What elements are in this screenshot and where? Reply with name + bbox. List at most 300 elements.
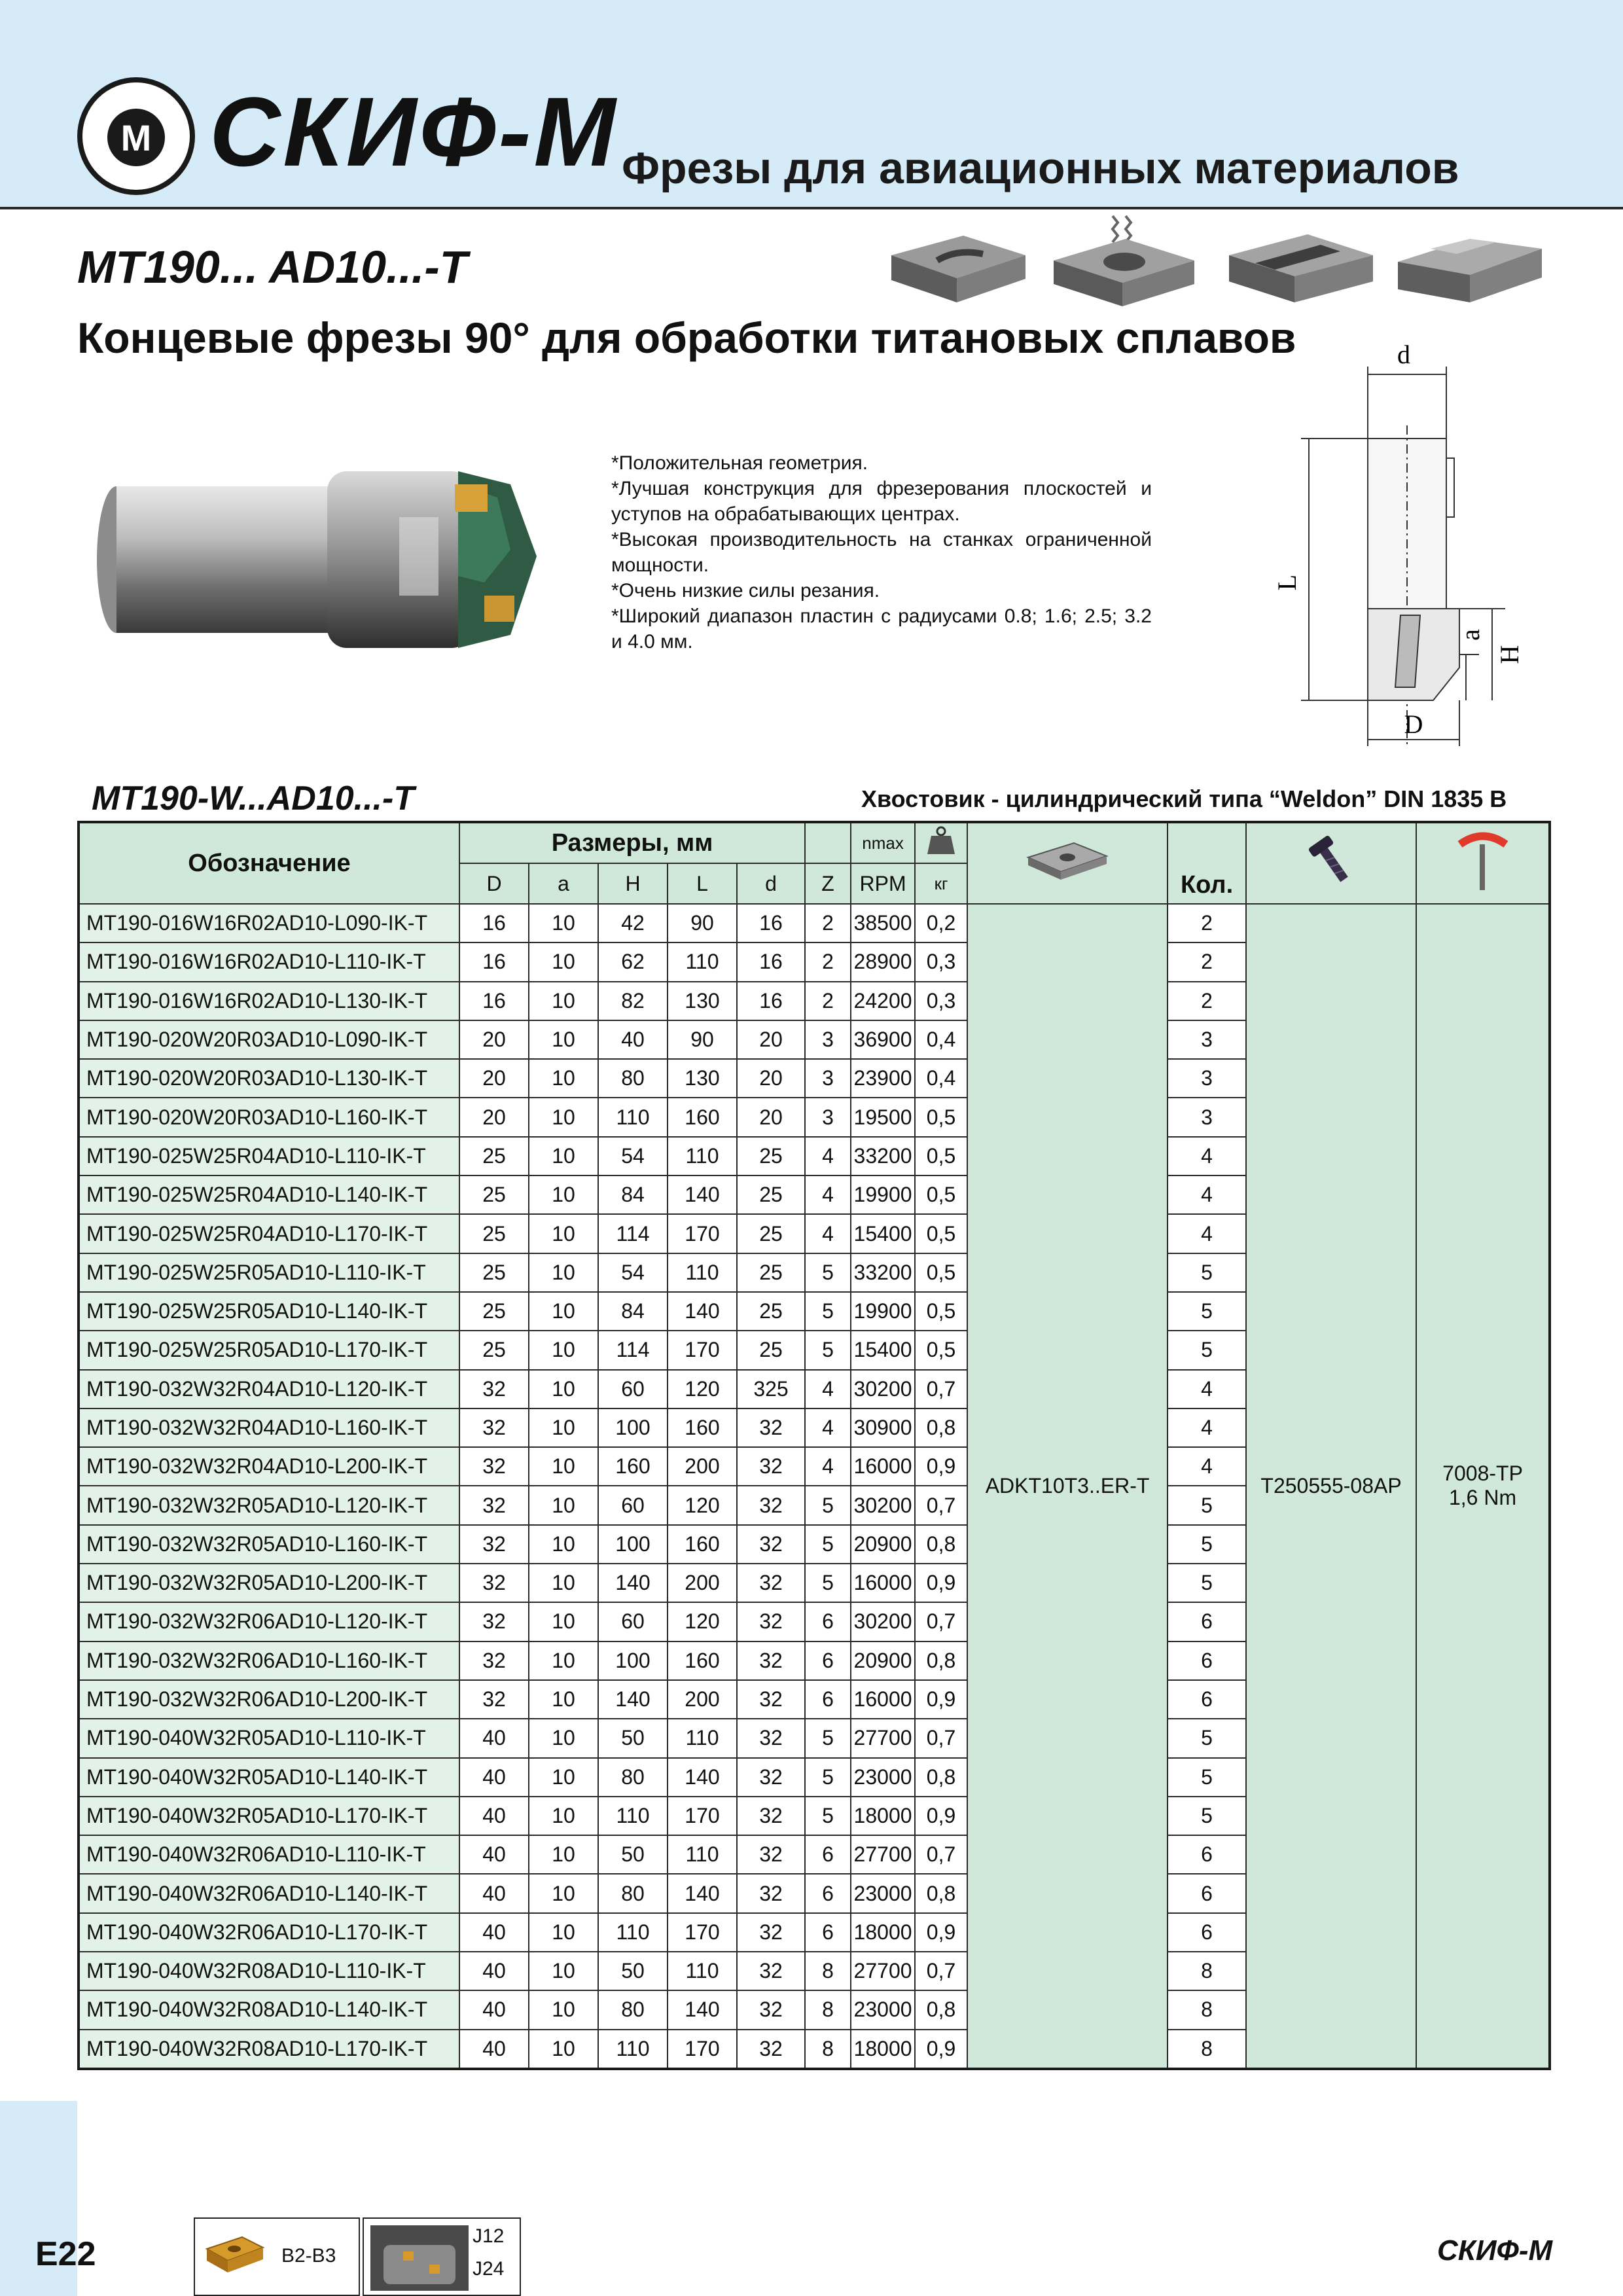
spec-table xyxy=(77,821,1551,2070)
cell-rpm: 18000 xyxy=(851,1797,915,1835)
cell-qty: 5 xyxy=(1168,1486,1246,1524)
cell-key xyxy=(1416,904,1550,2069)
cell-rpm: 23000 xyxy=(851,1758,915,1797)
cell-designation: MT190-025W25R05AD10-L110-IK-T xyxy=(79,1253,459,1292)
cell-h: 114 xyxy=(598,1331,668,1369)
cell-z: 4 xyxy=(805,1447,851,1486)
cell-l: 130 xyxy=(668,1059,737,1098)
cell-h: 160 xyxy=(598,1447,668,1486)
cell-a: 10 xyxy=(529,1641,598,1680)
cell-kg: 0,9 xyxy=(915,1797,967,1835)
cell-shank-d: 20 xyxy=(737,1098,805,1136)
cell-d: 25 xyxy=(459,1253,529,1292)
cell-z: 6 xyxy=(805,1874,851,1912)
cell-rpm: 30200 xyxy=(851,1602,915,1641)
cell-rpm: 27700 xyxy=(851,1719,915,1757)
cell-kg: 0,9 xyxy=(915,1564,967,1602)
cell-d: 40 xyxy=(459,2030,529,2069)
cell-designation: MT190-025W25R04AD10-L170-IK-T xyxy=(79,1214,459,1253)
cell-kg: 0,9 xyxy=(915,1913,967,1952)
series-title: MT190... AD10...-T xyxy=(77,242,468,293)
cell-shank-d: 25 xyxy=(737,1214,805,1253)
col-d: D xyxy=(459,863,529,904)
cell-qty: 5 xyxy=(1168,1564,1246,1602)
cell-designation: MT190-040W32R06AD10-L110-IK-T xyxy=(79,1835,459,1874)
cell-z: 6 xyxy=(805,1835,851,1874)
cell-h: 60 xyxy=(598,1486,668,1524)
cell-a: 10 xyxy=(529,1680,598,1719)
cell-a: 10 xyxy=(529,1913,598,1952)
pocket-milling-icon xyxy=(885,229,1030,308)
cell-a: 10 xyxy=(529,1408,598,1447)
cell-qty: 5 xyxy=(1168,1292,1246,1331)
cell-a: 10 xyxy=(529,2030,598,2069)
cell-z: 5 xyxy=(805,1564,851,1602)
cell-z: 5 xyxy=(805,1292,851,1331)
cell-shank-d: 20 xyxy=(737,1059,805,1098)
cell-qty: 6 xyxy=(1168,1835,1246,1874)
cell-h: 42 xyxy=(598,904,668,942)
cell-kg: 0,5 xyxy=(915,1292,967,1331)
cell-kg: 0,8 xyxy=(915,1525,967,1564)
cell-shank-d: 25 xyxy=(737,1137,805,1175)
cell-rpm: 30200 xyxy=(851,1370,915,1408)
col-screw-icon xyxy=(1246,822,1416,904)
cell-kg: 0,5 xyxy=(915,1175,967,1214)
cell-a: 10 xyxy=(529,1797,598,1835)
cell-qty: 8 xyxy=(1168,1990,1246,2029)
cell-z: 6 xyxy=(805,1680,851,1719)
cell-rpm: 19900 xyxy=(851,1292,915,1331)
cell-designation: MT190-032W32R06AD10-L120-IK-T xyxy=(79,1602,459,1641)
cell-rpm: 24200 xyxy=(851,982,915,1020)
cell-rpm: 19500 xyxy=(851,1098,915,1136)
cell-d: 40 xyxy=(459,1952,529,1990)
cell-qty: 3 xyxy=(1168,1098,1246,1136)
cell-d: 40 xyxy=(459,1758,529,1797)
cell-h: 100 xyxy=(598,1641,668,1680)
cell-designation: MT190-016W16R02AD10-L090-IK-T xyxy=(79,904,459,942)
cell-a: 10 xyxy=(529,1214,598,1253)
cell-shank-d: 20 xyxy=(737,1020,805,1059)
cell-d: 32 xyxy=(459,1564,529,1602)
header-divider xyxy=(0,207,1623,209)
tool-ref-1: J12 xyxy=(473,2225,505,2247)
cell-shank-d: 32 xyxy=(737,2030,805,2069)
cell-shank-d: 32 xyxy=(737,1408,805,1447)
cell-l: 200 xyxy=(668,1680,737,1719)
col-nmax: nmax xyxy=(851,822,915,863)
cell-rpm: 18000 xyxy=(851,1913,915,1952)
col-key-icon xyxy=(1416,822,1550,904)
cell-shank-d: 32 xyxy=(737,1913,805,1952)
cell-a: 10 xyxy=(529,1835,598,1874)
col-h: H xyxy=(598,863,668,904)
cell-a: 10 xyxy=(529,1758,598,1797)
cell-rpm: 38500 xyxy=(851,904,915,942)
col-insert-icon xyxy=(967,822,1168,904)
cell-l: 110 xyxy=(668,1835,737,1874)
cell-d: 32 xyxy=(459,1408,529,1447)
cell-designation: MT190-032W32R06AD10-L160-IK-T xyxy=(79,1641,459,1680)
cell-qty: 3 xyxy=(1168,1020,1246,1059)
cell-d: 16 xyxy=(459,904,529,942)
cell-shank-d: 32 xyxy=(737,1486,805,1524)
cell-qty: 4 xyxy=(1168,1175,1246,1214)
cell-kg: 0,7 xyxy=(915,1370,967,1408)
cell-l: 110 xyxy=(668,1253,737,1292)
col-a: a xyxy=(529,863,598,904)
cell-d: 32 xyxy=(459,1447,529,1486)
cell-l: 200 xyxy=(668,1564,737,1602)
cell-designation: MT190-032W32R05AD10-L200-IK-T xyxy=(79,1564,459,1602)
cell-z: 4 xyxy=(805,1137,851,1175)
cell-shank-d: 32 xyxy=(737,1447,805,1486)
cell-d: 40 xyxy=(459,1797,529,1835)
cell-screw: T250555-08AP xyxy=(1246,904,1416,2069)
insert-icon xyxy=(1022,838,1113,884)
cell-d: 32 xyxy=(459,1641,529,1680)
cell-h: 80 xyxy=(598,1990,668,2029)
cell-l: 120 xyxy=(668,1486,737,1524)
col-qty: Кол. xyxy=(1168,822,1246,904)
cell-designation: MT190-032W32R05AD10-L120-IK-T xyxy=(79,1486,459,1524)
cell-kg: 0,5 xyxy=(915,1137,967,1175)
cell-kg: 0,7 xyxy=(915,1602,967,1641)
cell-a: 10 xyxy=(529,1059,598,1098)
cell-kg: 0,9 xyxy=(915,1447,967,1486)
cell-h: 140 xyxy=(598,1564,668,1602)
cell-d: 32 xyxy=(459,1680,529,1719)
cell-z: 3 xyxy=(805,1059,851,1098)
cell-d: 40 xyxy=(459,1719,529,1757)
cell-shank-d: 32 xyxy=(737,1641,805,1680)
plunge-milling-icon xyxy=(1047,209,1200,308)
cell-kg: 0,7 xyxy=(915,1835,967,1874)
cell-l: 160 xyxy=(668,1641,737,1680)
shoulder-milling-icon xyxy=(1391,229,1547,308)
cell-designation: MT190-040W32R06AD10-L140-IK-T xyxy=(79,1874,459,1912)
cell-designation: MT190-032W32R04AD10-L160-IK-T xyxy=(79,1408,459,1447)
cell-rpm: 27700 xyxy=(851,1835,915,1874)
footer-brand: СКИФ-М xyxy=(1437,2234,1553,2267)
cell-a: 10 xyxy=(529,1525,598,1564)
cell-shank-d: 25 xyxy=(737,1253,805,1292)
cell-rpm: 20900 xyxy=(851,1641,915,1680)
main-title: Концевые фрезы 90° для обработки титановых сплавов xyxy=(77,314,1296,362)
cell-rpm: 16000 xyxy=(851,1680,915,1719)
insert-ref-icon xyxy=(203,2233,266,2279)
cell-l: 170 xyxy=(668,1214,737,1253)
tool-ref-icon xyxy=(370,2225,469,2291)
table-series-title: MT190-W...AD10...-T xyxy=(92,780,415,817)
cell-h: 110 xyxy=(598,1098,668,1136)
cell-z: 3 xyxy=(805,1098,851,1136)
cell-qty: 5 xyxy=(1168,1331,1246,1369)
cell-l: 110 xyxy=(668,1137,737,1175)
cell-qty: 6 xyxy=(1168,1913,1246,1952)
cell-l: 200 xyxy=(668,1447,737,1486)
cell-z: 2 xyxy=(805,982,851,1020)
cell-h: 84 xyxy=(598,1175,668,1214)
cell-h: 54 xyxy=(598,1137,668,1175)
cell-designation: MT190-025W25R04AD10-L110-IK-T xyxy=(79,1137,459,1175)
col-designation: Обозначение xyxy=(79,822,459,904)
cell-shank-d: 16 xyxy=(737,942,805,981)
cell-h: 110 xyxy=(598,1797,668,1835)
cell-rpm: 18000 xyxy=(851,2030,915,2069)
cell-h: 80 xyxy=(598,1874,668,1912)
cell-kg: 0,7 xyxy=(915,1952,967,1990)
cell-designation: MT190-032W32R05AD10-L160-IK-T xyxy=(79,1525,459,1564)
cell-d: 20 xyxy=(459,1059,529,1098)
feature-item: *Очень низкие силы резания. xyxy=(611,580,880,601)
cell-kg: 0,2 xyxy=(915,904,967,942)
col-rpm: RPM xyxy=(851,863,915,904)
cell-a: 10 xyxy=(529,1447,598,1486)
table-row xyxy=(79,904,1550,942)
col-z: Z xyxy=(805,863,851,904)
cell-a: 10 xyxy=(529,904,598,942)
cell-l: 160 xyxy=(668,1098,737,1136)
cell-qty: 4 xyxy=(1168,1214,1246,1253)
cell-designation: MT190-016W16R02AD10-L110-IK-T xyxy=(79,942,459,981)
cell-l: 160 xyxy=(668,1408,737,1447)
cell-kg: 0,8 xyxy=(915,1758,967,1797)
cell-shank-d: 25 xyxy=(737,1292,805,1331)
dim-a-label: a xyxy=(1455,629,1485,641)
cell-designation: MT190-016W16R02AD10-L130-IK-T xyxy=(79,982,459,1020)
cell-rpm: 30200 xyxy=(851,1486,915,1524)
col-l: L xyxy=(668,863,737,904)
logo-letter: М xyxy=(107,109,165,166)
cell-shank-d: 32 xyxy=(737,1719,805,1757)
cell-l: 140 xyxy=(668,1175,737,1214)
cell-qty: 4 xyxy=(1168,1370,1246,1408)
cell-shank-d: 25 xyxy=(737,1175,805,1214)
cell-designation: MT190-020W20R03AD10-L090-IK-T xyxy=(79,1020,459,1059)
screw-icon xyxy=(1302,831,1361,890)
cell-rpm: 23900 xyxy=(851,1059,915,1098)
cell-kg: 0,9 xyxy=(915,1680,967,1719)
cell-d: 40 xyxy=(459,1874,529,1912)
cell-insert: ADKT10T3..ER-T xyxy=(967,904,1168,2069)
cell-qty: 2 xyxy=(1168,904,1246,942)
cell-h: 110 xyxy=(598,1913,668,1952)
cell-qty: 4 xyxy=(1168,1408,1246,1447)
cell-shank-d: 16 xyxy=(737,982,805,1020)
cell-a: 10 xyxy=(529,1370,598,1408)
cell-designation: MT190-025W25R04AD10-L140-IK-T xyxy=(79,1175,459,1214)
cell-qty: 5 xyxy=(1168,1758,1246,1797)
cell-l: 90 xyxy=(668,1020,737,1059)
cell-kg: 0,5 xyxy=(915,1331,967,1369)
cell-l: 170 xyxy=(668,2030,737,2069)
cell-z: 2 xyxy=(805,942,851,981)
cell-d: 32 xyxy=(459,1486,529,1524)
cell-shank-d: 32 xyxy=(737,1602,805,1641)
cell-qty: 2 xyxy=(1168,982,1246,1020)
cell-shank-d: 32 xyxy=(737,1758,805,1797)
cell-h: 110 xyxy=(598,2030,668,2069)
cell-designation: MT190-025W25R05AD10-L170-IK-T xyxy=(79,1331,459,1369)
cell-h: 40 xyxy=(598,1020,668,1059)
col-shank-d: d xyxy=(737,863,805,904)
cell-d: 16 xyxy=(459,942,529,981)
cell-kg: 0,5 xyxy=(915,1214,967,1253)
cell-l: 110 xyxy=(668,1952,737,1990)
cell-h: 50 xyxy=(598,1835,668,1874)
col-blank xyxy=(805,822,851,863)
cell-a: 10 xyxy=(529,942,598,981)
cell-d: 25 xyxy=(459,1137,529,1175)
cell-a: 10 xyxy=(529,1331,598,1369)
cell-shank-d: 32 xyxy=(737,1797,805,1835)
cell-kg: 0,5 xyxy=(915,1253,967,1292)
cell-a: 10 xyxy=(529,1990,598,2029)
cell-qty: 5 xyxy=(1168,1797,1246,1835)
torx-key-icon xyxy=(1447,825,1519,897)
cell-a: 10 xyxy=(529,1874,598,1912)
cell-designation: MT190-040W32R05AD10-L110-IK-T xyxy=(79,1719,459,1757)
cell-a: 10 xyxy=(529,1098,598,1136)
cell-rpm: 23000 xyxy=(851,1990,915,2029)
cell-d: 32 xyxy=(459,1370,529,1408)
dim-h-label: H xyxy=(1495,645,1524,664)
cell-d: 40 xyxy=(459,1913,529,1952)
cell-h: 84 xyxy=(598,1292,668,1331)
cell-qty: 5 xyxy=(1168,1253,1246,1292)
col-weight-icon xyxy=(915,822,967,863)
cell-z: 5 xyxy=(805,1253,851,1292)
cutter-photo xyxy=(92,445,550,668)
cell-h: 82 xyxy=(598,982,668,1020)
cell-designation: MT190-040W32R05AD10-L140-IK-T xyxy=(79,1758,459,1797)
feature-item: *Лучшая конструкция для фрезерования плоскостей и уступов на обрабатывающих центрах. xyxy=(611,478,1152,525)
cell-shank-d: 32 xyxy=(737,1525,805,1564)
cell-a: 10 xyxy=(529,1292,598,1331)
cell-l: 130 xyxy=(668,982,737,1020)
cell-rpm: 36900 xyxy=(851,1020,915,1059)
brand-name: СКИФ-М xyxy=(209,77,618,187)
cell-rpm: 33200 xyxy=(851,1253,915,1292)
cell-designation: MT190-025W25R05AD10-L140-IK-T xyxy=(79,1292,459,1331)
cell-rpm: 33200 xyxy=(851,1137,915,1175)
cell-kg: 0,8 xyxy=(915,1874,967,1912)
key-code: 7008-TP xyxy=(1442,1462,1523,1486)
cell-d: 25 xyxy=(459,1292,529,1331)
cell-shank-d: 325 xyxy=(737,1370,805,1408)
cell-qty: 6 xyxy=(1168,1641,1246,1680)
cell-rpm: 16000 xyxy=(851,1447,915,1486)
dim-l-label: L xyxy=(1272,574,1302,591)
cell-designation: MT190-032W32R04AD10-L120-IK-T xyxy=(79,1370,459,1408)
col-kg: кг xyxy=(915,863,967,904)
cell-d: 32 xyxy=(459,1525,529,1564)
cell-rpm: 27700 xyxy=(851,1952,915,1990)
cell-h: 54 xyxy=(598,1253,668,1292)
key-torque: 1,6 Nm xyxy=(1448,1486,1517,1510)
cell-a: 10 xyxy=(529,1719,598,1757)
cell-a: 10 xyxy=(529,1602,598,1641)
cell-kg: 0,7 xyxy=(915,1486,967,1524)
cell-l: 120 xyxy=(668,1370,737,1408)
cell-kg: 0,4 xyxy=(915,1020,967,1059)
cell-h: 80 xyxy=(598,1758,668,1797)
cell-l: 140 xyxy=(668,1758,737,1797)
cell-d: 32 xyxy=(459,1602,529,1641)
cell-rpm: 15400 xyxy=(851,1214,915,1253)
cell-a: 10 xyxy=(529,1564,598,1602)
cell-z: 4 xyxy=(805,1370,851,1408)
cell-d: 40 xyxy=(459,1990,529,2029)
cell-z: 5 xyxy=(805,1758,851,1797)
cell-d: 25 xyxy=(459,1175,529,1214)
cell-qty: 6 xyxy=(1168,1874,1246,1912)
cell-shank-d: 32 xyxy=(737,1952,805,1990)
cell-d: 16 xyxy=(459,982,529,1020)
cell-l: 160 xyxy=(668,1525,737,1564)
cell-z: 5 xyxy=(805,1797,851,1835)
cell-kg: 0,3 xyxy=(915,982,967,1020)
cell-z: 5 xyxy=(805,1719,851,1757)
cell-z: 3 xyxy=(805,1020,851,1059)
cell-shank-d: 32 xyxy=(737,1835,805,1874)
cell-z: 6 xyxy=(805,1602,851,1641)
cell-designation: MT190-020W20R03AD10-L130-IK-T xyxy=(79,1059,459,1098)
cell-d: 40 xyxy=(459,1835,529,1874)
cell-qty: 5 xyxy=(1168,1525,1246,1564)
cell-qty: 6 xyxy=(1168,1680,1246,1719)
cell-rpm: 16000 xyxy=(851,1564,915,1602)
cell-h: 50 xyxy=(598,1719,668,1757)
cell-l: 110 xyxy=(668,942,737,981)
cell-kg: 0,8 xyxy=(915,1408,967,1447)
cell-rpm: 15400 xyxy=(851,1331,915,1369)
cell-rpm: 30900 xyxy=(851,1408,915,1447)
cell-kg: 0,3 xyxy=(915,942,967,981)
cell-h: 50 xyxy=(598,1952,668,1990)
cell-z: 6 xyxy=(805,1641,851,1680)
features-list xyxy=(611,450,1152,655)
cell-kg: 0,4 xyxy=(915,1059,967,1098)
cell-l: 170 xyxy=(668,1913,737,1952)
cell-qty: 8 xyxy=(1168,1952,1246,1990)
cell-z: 4 xyxy=(805,1214,851,1253)
cell-l: 110 xyxy=(668,1719,737,1757)
cell-designation: MT190-020W20R03AD10-L160-IK-T xyxy=(79,1098,459,1136)
cell-qty: 4 xyxy=(1168,1137,1246,1175)
cell-rpm: 23000 xyxy=(851,1874,915,1912)
dim-d-label: d xyxy=(1397,340,1410,369)
cell-designation: MT190-032W32R04AD10-L200-IK-T xyxy=(79,1447,459,1486)
cell-l: 140 xyxy=(668,1874,737,1912)
page-number: E22 xyxy=(35,2235,96,2273)
cell-shank-d: 32 xyxy=(737,1874,805,1912)
cell-designation: MT190-040W32R08AD10-L170-IK-T xyxy=(79,2030,459,2069)
cell-z: 5 xyxy=(805,1331,851,1369)
cell-h: 100 xyxy=(598,1525,668,1564)
cell-a: 10 xyxy=(529,982,598,1020)
cell-a: 10 xyxy=(529,1952,598,1990)
slot-milling-icon xyxy=(1222,229,1378,308)
feature-item: *Широкий диапазон пластин с радиусами 0.8; 1.6; 2.5; 3.2 и 4.0 мм. xyxy=(611,605,1152,653)
cell-qty: 8 xyxy=(1168,2030,1246,2069)
cell-z: 5 xyxy=(805,1486,851,1524)
cell-qty: 4 xyxy=(1168,1447,1246,1486)
cell-h: 60 xyxy=(598,1602,668,1641)
dim-dd-label: D xyxy=(1404,709,1423,739)
